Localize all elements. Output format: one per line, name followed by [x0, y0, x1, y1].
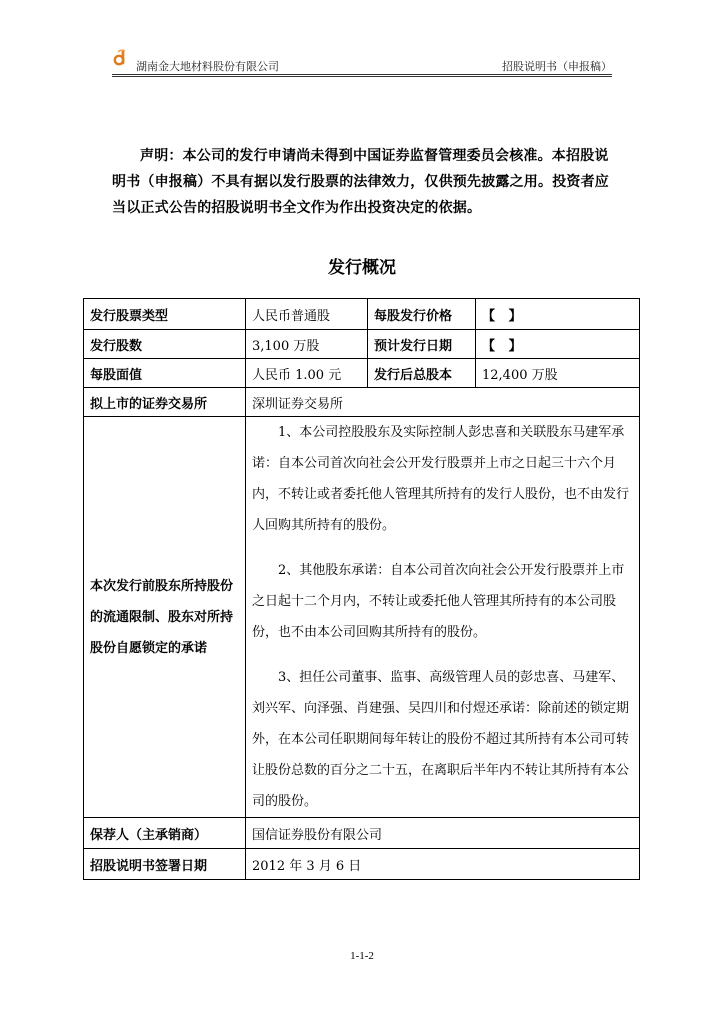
lockup-commitments [246, 417, 640, 818]
price-label: 每股发行价格 [368, 299, 476, 330]
page-number: 1-1-2 [350, 950, 374, 962]
table-row [84, 359, 640, 388]
exchange-label: 拟上市的证券交易所 [84, 388, 246, 417]
par-value-label: 每股面值 [84, 359, 246, 388]
date-label: 预计发行日期 [368, 330, 476, 359]
stock-type-value: 人民币普通股 [246, 299, 368, 330]
par-value: 人民币 1.00 元 [246, 359, 368, 388]
total-shares-label: 发行后总股本 [368, 359, 476, 388]
date-value: 【 】 [476, 330, 640, 359]
exchange-value: 深圳证券交易所 [246, 388, 640, 417]
table-row [84, 330, 640, 359]
lockup-label: 本次发行前股东所持股份的流通限制、股东对所持股份自愿锁定的承诺 [84, 417, 246, 818]
sign-date-value: 2012 年 3 月 6 日 [246, 849, 640, 880]
company-name: 湖南金大地材料股份有限公司 [136, 60, 279, 73]
lockup-paragraph-1: 1、本公司控股股东及实际控制人彭忠喜和关联股东马建军承诺：自本公司首次向社会公开发行股票并上市之日起三十六个月内，不转让或者委托他人管理其所持有的发行人股份，也不由发行人回购其所持有的股份。 [252, 425, 630, 533]
sponsor-label: 保荐人（主承销商） [84, 818, 246, 849]
shares-label: 发行股数 [84, 330, 246, 359]
table-row [84, 417, 640, 818]
table-row [84, 849, 640, 880]
total-shares-value: 12,400 万股 [476, 359, 640, 388]
stock-type-label: 发行股票类型 [84, 299, 246, 330]
sign-date-label: 招股说明书签署日期 [84, 849, 246, 880]
table-row [84, 299, 640, 330]
sponsor-value: 国信证券股份有限公司 [246, 818, 640, 849]
company-logo-icon [112, 48, 132, 68]
header-divider [112, 74, 612, 77]
section-title: 发行概况 [328, 258, 396, 278]
table-row [84, 818, 640, 849]
lockup-paragraph-2: 2、其他股东承诺：自本公司首次向社会公开发行股票并上市之日起十二个月内，不转让或委托他人管理其所持有的本公司股份，也不由本公司回购其所持有的股份。 [252, 563, 625, 640]
table-row [84, 388, 640, 417]
price-value: 【 】 [476, 299, 640, 330]
disclaimer-statement: 声明：本公司的发行申请尚未得到中国证券监督管理委员会核准。本招股说明书（申报稿）不具有据以发行股票的法律效力，仅供预先披露之用。投资者应当以正式公告的招股说明书全文作为作出投资决定的依据。 [112, 148, 609, 216]
lockup-paragraph-3: 3、担任公司董事、监事、高级管理人员的彭忠喜、马建军、刘兴军、向泽强、肖建强、吴四川和付煜还承诺：除前述的锁定期外，在本公司任职期间每年转让的股份不超过其所持有本公司可转让股份总数的百分之二十五，在离职后半年内不转让其所持有本公司的股份。 [252, 670, 630, 809]
shares-value: 3,100 万股 [246, 330, 368, 359]
offering-summary-table [83, 298, 640, 880]
document-title: 招股说明书（申报稿） [502, 60, 612, 73]
page-header [112, 48, 612, 74]
